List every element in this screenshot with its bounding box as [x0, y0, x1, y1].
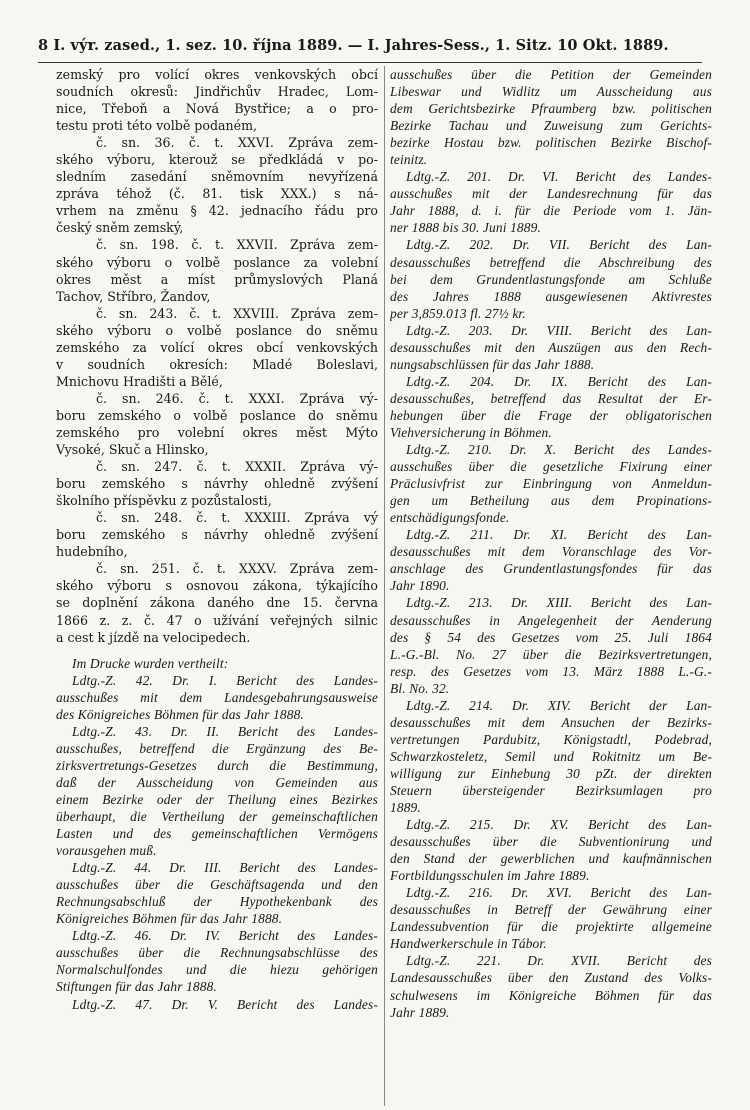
text-line: Ldtg.-Z. 203. Dr. VIII. Bericht des Lan- — [406, 322, 712, 338]
text-line: Lasten und des gemeinschaftlichen Vermögens — [56, 826, 378, 842]
text-line: Ldtg.-Z. 46. Dr. IV. Bericht des Landes- — [72, 928, 378, 944]
text-line: č. sn. 36. č. t. XXVI. Zpráva zem- — [96, 135, 378, 151]
text-line: ského výboru o volbě poslance za volební — [56, 254, 378, 270]
text-line: boru zemského s návrhy ohledně zvýšení — [56, 527, 378, 543]
text-line: desausschußes in Betreff der Gewährung einer — [390, 902, 712, 918]
text-line: bezirke Hostau bzw. politischen Bezirke Bischof- — [390, 135, 712, 151]
text-line: Handwerkerschule in Tábor. — [390, 936, 547, 952]
text-line: boru zemského o volbě poslance do sněmu — [56, 407, 378, 423]
text-line: Ldtg.-Z. 204. Dr. IX. Bericht des Lan- — [406, 373, 712, 389]
text-line: č. sn. 246. č. t. XXXI. Zpráva vý- — [96, 390, 378, 406]
column-divider — [384, 66, 385, 1106]
text-line: teinitz. — [390, 152, 428, 168]
text-line: č. sn. 198. č. t. XXVII. Zpráva zem- — [96, 237, 378, 253]
text-line: hudebního, — [56, 544, 128, 560]
text-line: ausschußes mit der Landesrechnung für das — [390, 186, 712, 202]
text-line: gen um Betheilung aus dem Propinations- — [390, 493, 712, 509]
text-line: Ldtg.-Z. 214. Dr. XIV. Bericht der Lan- — [406, 697, 712, 713]
text-line: Jahr 1889. — [390, 1004, 450, 1020]
text-line: nungsabschlüssen für das Jahr 1888. — [390, 356, 595, 372]
text-line: Landesausschußes über den Zustand des Volks- — [390, 970, 712, 986]
page-header: 8 I. výr. zased., 1. sez. 10. října 1889. — I. Jahres-Sess., 1. Sitz. 10 Okt. 1889. — [38, 37, 669, 54]
text-line: se doplnění zákona daného dne 15. června — [56, 595, 378, 611]
text-line: Stiftungen für das Jahr 1888. — [56, 979, 217, 995]
text-line: ského výboru o volbě poslance do sněmu — [56, 322, 378, 338]
text-line: č. sn. 251. č. t. XXXV. Zpráva zem- — [96, 561, 378, 577]
text-line: Bl. No. 32. — [390, 680, 450, 696]
text-line: ausschußes über die Petition der Gemeinden — [390, 67, 712, 82]
header-rule — [38, 62, 702, 63]
text-line: č. sn. 247. č. t. XXXII. Zpráva vý- — [96, 459, 378, 475]
text-line: školního příspěvku z pozůstalosti, — [56, 493, 272, 509]
text-line: Ldtg.-Z. 202. Dr. VII. Bericht des Lan- — [406, 237, 712, 253]
text-line: Ldtg.-Z. 216. Dr. XVI. Bericht des Lan- — [406, 885, 712, 901]
text-line: 1889. — [390, 800, 421, 816]
text-line: desausschußes in Angelegenheit der Aenderung — [390, 612, 712, 628]
text-line: zpráva téhož (č. 81. tisk XXX.) s ná- — [56, 186, 378, 202]
text-line: český sněm zemský, — [56, 220, 184, 236]
text-line: Fortbildungsschulen im Jahre 1889. — [390, 868, 590, 884]
text-line: Ldtg.-Z. 44. Dr. III. Bericht des Landes- — [72, 860, 378, 876]
text-line: ského výboru s osnovou zákona, týkajícího — [56, 578, 378, 594]
text-line: des Jahres 1888 ausgewiesenen Aktivrestes — [390, 288, 712, 304]
text-line: des Königreiches Böhmen für das Jahr 1888. — [56, 706, 304, 722]
text-line: Ldtg.-Z. 47. Dr. V. Bericht des Landes- — [72, 996, 378, 1012]
text-line: Normalschulfondes und die hiezu gehörigen — [56, 962, 378, 978]
text-line: Tachov, Stříbro, Žandov, — [56, 288, 211, 304]
german-text-block-left — [56, 655, 378, 1013]
text-line: Ldtg.-Z. 210. Dr. X. Bericht des Landes- — [406, 442, 712, 458]
text-line: Bezirke Tachau und Zuweisung zum Gerichts- — [390, 118, 712, 134]
text-line: Ldtg.-Z. 221. Dr. XVII. Bericht des — [406, 953, 712, 969]
text-line: nice, Třeboň a Nová Bystřice; a o pro- — [56, 101, 378, 117]
text-line: schulwesens im Königreiche Böhmen für das — [390, 987, 712, 1003]
text-line: Vysoké, Skuč a Hlinsko, — [56, 442, 209, 458]
text-line: desausschußes über die Subventionirung und — [390, 834, 712, 850]
text-line: desausschußes betreffend die Abschreibung des — [390, 254, 712, 270]
text-line: v soudních okresích: Mladé Boleslavi, — [56, 356, 378, 372]
text-line: ausschußes mit dem Landesgebahrungsausweise — [56, 689, 378, 705]
text-line: Im Drucke wurden vertheilt: — [72, 655, 229, 671]
text-line: hebungen über die Frage der obligatorischen — [390, 407, 712, 423]
text-line: überhaupt, die Vertheilung der gemeinschaftlichen — [56, 809, 378, 825]
text-line: Rechnungsabschluß der Hypothekenbank des — [56, 894, 378, 910]
text-line: Ldtg.-Z. 215. Dr. XV. Bericht des Lan- — [406, 817, 712, 833]
text-line: den Stand der gewerblichen und kaufmännischen — [390, 851, 712, 867]
text-line: anschlage des Grundentlastungsfondes für das — [390, 561, 712, 577]
text-line: Steuern übersteigender Bezirksumlagen pro — [390, 782, 712, 798]
text-line: Schwarzkosteletz, Semil und Rokitnitz um Be- — [390, 748, 712, 764]
text-line: ského výboru, kterouž se předkládá v po- — [56, 152, 378, 168]
text-line: ausschußes über die gesetzliche Fixirung einer — [390, 459, 712, 475]
german-text-block-right — [390, 66, 712, 1021]
text-line: zirksvertretungs-Gesetzes durch die Bestimmung, — [56, 757, 378, 773]
text-line: einem Bezirke oder der Theilung eines Bezirkes — [56, 791, 378, 807]
text-line: desausschußes mit den Auszügen aus den Rech- — [390, 339, 712, 355]
text-line: des § 54 des Gesetzes vom 25. Juli 1864 — [390, 629, 712, 645]
text-line: okres měst a míst průmyslových Planá — [56, 271, 378, 287]
text-line: soudních okresů: Jindřichův Hradec, Lom- — [56, 84, 378, 100]
text-line: desausschußes, betreffend das Resultat der Er- — [390, 390, 712, 406]
text-line: ausschußes über die Geschäftsagenda und den — [56, 877, 378, 893]
text-line: a cest k jízdě na velocipedech. — [56, 629, 251, 645]
text-line: per 3,859.013 fl. 27½ kr. — [390, 305, 526, 321]
text-line: zemského za volící okres obcí venkovských — [56, 339, 378, 355]
text-line: dem Gerichtsbezirke Pfraumberg bzw. politischen — [390, 101, 712, 117]
text-line: Mnichovu Hradišti a Bělé, — [56, 373, 223, 389]
left-column — [56, 66, 378, 1013]
text-line: Ldtg.-Z. 43. Dr. II. Bericht des Landes- — [72, 723, 378, 739]
text-line: Viehversicherung in Böhmen. — [390, 424, 552, 440]
text-line: Jahr 1888, d. i. für die Periode vom 1. Jän- — [390, 203, 712, 219]
text-line: resp. des Gesetzes vom 13. März 1888 L.-G.- — [390, 663, 712, 679]
text-line: ausschußes über die Rechnungsabschlüsse des — [56, 945, 378, 961]
text-line: entschädigungsfonde. — [390, 510, 510, 526]
text-line: willigung zur Einhebung 30 pZt. der direkten — [390, 765, 712, 781]
text-line: ausschußes, betreffend die Ergänzung des Be- — [56, 740, 378, 756]
text-line: Landessubvention für die projektirte allgemeine — [390, 919, 712, 935]
text-line: č. sn. 248. č. t. XXXIII. Zpráva vý — [96, 510, 378, 526]
right-column — [390, 66, 712, 1021]
text-line: č. sn. 243. č. t. XXVIII. Zpráva zem- — [96, 305, 378, 321]
text-line: zemský pro volící okres venkovských obcí — [56, 67, 378, 82]
text-line: Jahr 1890. — [390, 578, 450, 594]
text-line: Ldtg.-Z. 201. Dr. VI. Bericht des Landes- — [406, 169, 712, 185]
text-line: vrhem na změnu § 42. jednacího řádu pro — [56, 203, 378, 219]
text-line: testu proti této volbě podaném, — [56, 118, 258, 134]
text-line: sledním zasedání sněmovním nevyřízená — [56, 169, 378, 185]
text-line: zemského pro volební okres měst Mýto — [56, 424, 378, 440]
text-line: Präclusivfrist zur Einbringung von Anmeldun- — [390, 476, 712, 492]
text-line: bei dem Grundentlastungsfonde am Schluße — [390, 271, 712, 287]
text-line: vorausgehen muß. — [56, 843, 157, 859]
text-line: Ldtg.-Z. 213. Dr. XIII. Bericht des Lan- — [406, 595, 712, 611]
text-line: Libeswar und Widlitz um Ausscheidung aus — [390, 84, 712, 100]
section-gap — [56, 646, 378, 655]
text-line: desausschußes mit dem Ansuchen der Bezirks- — [390, 714, 712, 730]
text-line: 1866 z. z. č. 47 o užívání veřejných silnic — [56, 612, 378, 628]
text-line: ner 1888 bis 30. Juni 1889. — [390, 220, 541, 236]
text-line: Ldtg.-Z. 211. Dr. XI. Bericht des Lan- — [406, 527, 712, 543]
text-line: boru zemského s návrhy ohledně zvýšení — [56, 476, 378, 492]
text-line: Ldtg.-Z. 42. Dr. I. Bericht des Landes- — [72, 672, 378, 688]
czech-text-block — [56, 66, 378, 646]
text-line: Königreiches Böhmen für das Jahr 1888. — [56, 911, 283, 927]
text-line: daß der Ausscheidung von Gemeinden aus — [56, 774, 378, 790]
text-line: L.-G.-Bl. No. 27 über die Bezirksvertretungen, — [390, 646, 712, 662]
text-line: vertretungen Pardubitz, Königstadtl, Podebrad, — [390, 731, 712, 747]
text-line: desausschußes mit dem Voranschlage des Vor- — [390, 544, 712, 560]
